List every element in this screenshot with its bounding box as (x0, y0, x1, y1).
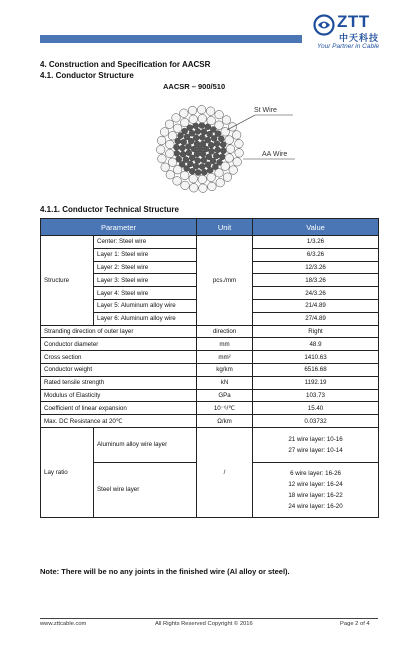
table-row (41, 363, 379, 376)
steel-strand (179, 145, 185, 151)
value-cell: 6516.68 (253, 363, 379, 376)
table-row (41, 351, 379, 364)
aluminum-strand (221, 128, 230, 137)
aluminum-strand (173, 177, 182, 186)
aluminum-strand (232, 131, 241, 140)
aluminum-strand (215, 121, 224, 130)
structure-layer-value: 18/3.26 (253, 274, 379, 287)
steel-strand (195, 158, 201, 164)
steel-strand (221, 148, 227, 154)
table-title: 4.1.1. Conductor Technical Structure (40, 205, 179, 214)
steel-wire-label: St Wire (254, 107, 277, 114)
lay-ratio-value: 24 wire layer: 16-20 (288, 502, 343, 510)
footer-copyright: All Rights Reserved Copyright © 2016 (155, 621, 253, 627)
aluminum-strand (222, 116, 231, 125)
structure-layer-name: Layer 2: Steel wire (94, 261, 197, 274)
aluminum-strand (197, 105, 206, 114)
aluminum-strand (225, 154, 234, 163)
steel-strand (220, 142, 226, 148)
aluminum-strand (158, 154, 167, 163)
unit-cell: mm² (197, 351, 253, 364)
lay-ratio-value: 21 wire layer: 10-16 (288, 435, 343, 443)
table-row (41, 415, 379, 428)
steel-strand (189, 168, 195, 174)
structure-layer-value: 1/3.26 (253, 236, 379, 249)
structure-label: Structure (41, 236, 94, 326)
aluminum-strand (229, 166, 238, 175)
steel-strand (195, 170, 201, 176)
aluminum-strand (189, 115, 198, 124)
aluminum-strand (180, 118, 189, 127)
footer-website: www.zttcable.com (40, 621, 87, 627)
aluminum-strand (207, 116, 216, 125)
structure-layer-name: Layer 4: Steel wire (94, 287, 197, 300)
aluminum-strand (157, 136, 166, 145)
structure-layer-value: 6/3.26 (253, 248, 379, 261)
unit-cell: mm (197, 338, 253, 351)
header-value: Value (253, 219, 379, 236)
header-parameter: Parameter (41, 219, 197, 236)
aluminum-strand (168, 158, 177, 167)
unit-cell: 10⁻⁶/℃ (197, 402, 253, 415)
aluminum-strand (235, 149, 244, 158)
steel-strand (207, 167, 213, 173)
steel-strand (195, 128, 201, 134)
aluminum-strand (160, 128, 169, 137)
aluminum-strand (188, 106, 197, 115)
aluminum-strand (173, 124, 182, 133)
logo-chinese-text: 中天科技 (339, 33, 380, 43)
steel-strand (199, 164, 205, 170)
table-row (41, 376, 379, 389)
aluminum-strand (180, 171, 189, 180)
steel-strand (189, 130, 195, 136)
aluminum-strand (206, 107, 215, 116)
conductor-cross-section-diagram (145, 97, 305, 202)
aluminum-strand (156, 145, 165, 154)
structure-layer-name: Layer 1: Steel wire (94, 248, 197, 261)
aluminum-strand (215, 169, 224, 178)
aluminum-strand (180, 109, 189, 118)
steel-strand (208, 142, 214, 148)
aluminum-strand (199, 184, 208, 193)
value-cell: 103.73 (253, 389, 379, 402)
steel-strand (201, 129, 207, 135)
steel-strand (213, 153, 219, 159)
structure-layer-value: 24/3.26 (253, 287, 379, 300)
footer-page-number: Page 2 of 4 (340, 621, 370, 627)
aluminum-strand (233, 158, 242, 167)
lay-ratio-value: 12 wire layer: 16-24 (288, 480, 343, 488)
steel-strand (205, 137, 211, 143)
steel-strand (193, 163, 199, 169)
steel-strand (186, 150, 192, 156)
aluminum-strand (166, 170, 175, 179)
lay-ratio-value: 18 wire layer: 16-22 (288, 491, 343, 499)
aluminum-strand (221, 162, 230, 171)
value-cell: 1410.63 (253, 351, 379, 364)
parameter-cell: Conductor diameter (41, 338, 197, 351)
joint-note: Note: There will be no any joints in the finished wire (Al alloy or steel). (40, 567, 290, 576)
aa-layer-label: Aluminum alloy wire layer (94, 427, 197, 462)
structure-layer-name: Layer 5: Aluminum alloy wire (94, 299, 197, 312)
subsection-title: 4.1. Conductor Structure (40, 71, 134, 80)
aa-wire-label: AA Wire (262, 151, 288, 158)
aluminum-strand (173, 165, 182, 174)
steel-strand (174, 150, 180, 156)
aluminum-strand (190, 184, 199, 193)
aluminum-strand (189, 174, 198, 183)
steel-strand (180, 151, 186, 157)
steel-strand (199, 134, 205, 140)
lay-ratio-unit: / (197, 427, 253, 517)
steel-strand (181, 139, 187, 145)
table-row (41, 389, 379, 402)
value-cell: 48.9 (253, 338, 379, 351)
structure-layer-name: Layer 3: Steel wire (94, 274, 197, 287)
value-cell: 15.40 (253, 402, 379, 415)
ztt-logo-icon (313, 14, 335, 36)
steel-strand (215, 147, 221, 153)
structure-unit: pcs./mm (197, 236, 253, 326)
steel-layer-label: Steel wire layer (94, 462, 197, 517)
aluminum-strand (208, 182, 217, 191)
lay-ratio-label: Lay ratio (41, 427, 94, 517)
table-row (41, 402, 379, 415)
unit-cell: kg/km (197, 363, 253, 376)
aluminum-strand (225, 136, 234, 145)
steel-strand (199, 122, 205, 128)
steel-lay-ratio-values (253, 462, 379, 517)
parameter-cell: Stranding direction of outer layer (41, 325, 197, 338)
aluminum-strand (215, 110, 224, 119)
steel-strand (205, 162, 211, 168)
steel-strand (219, 154, 225, 160)
table-row (41, 338, 379, 351)
aluminum-strand (207, 173, 216, 182)
unit-cell: direction (197, 325, 253, 338)
structure-layer-value: 21/4.89 (253, 299, 379, 312)
parameter-cell: Max. DC Resistance at 20℃ (41, 415, 197, 428)
table-row (41, 427, 379, 462)
unit-cell: kN (197, 376, 253, 389)
aluminum-strand (235, 139, 244, 148)
header-accent-bar (40, 35, 302, 43)
steel-strand (214, 141, 220, 147)
value-cell: 0.03732 (253, 415, 379, 428)
aluminum-strand (166, 140, 175, 149)
header-unit: Unit (197, 219, 253, 236)
aluminum-strand (198, 114, 207, 123)
steel-strand (194, 141, 200, 147)
value-cell: Right (253, 325, 379, 338)
steel-strand (182, 128, 188, 134)
table-header-row (41, 219, 379, 236)
diagram-title: AACSR – 900/510 (163, 82, 226, 91)
structure-layer-value: 12/3.26 (253, 261, 379, 274)
aluminum-strand (166, 149, 175, 158)
steel-strand (201, 169, 207, 175)
steel-strand (189, 155, 195, 161)
aluminum-strand (198, 175, 207, 184)
parameter-cell: Conductor weight (41, 363, 197, 376)
unit-cell: GPa (197, 389, 253, 402)
logo-tagline: Your Partner in Cable (317, 43, 380, 50)
steel-strand (193, 135, 199, 141)
table-row (41, 236, 379, 249)
aluminum-strand (165, 120, 174, 129)
structure-layer-name: Layer 6: Aluminum alloy wire (94, 312, 197, 325)
value-cell: 1192.19 (253, 376, 379, 389)
lay-ratio-value: 27 wire layer: 10-14 (288, 446, 343, 454)
aa-lay-ratio-values (253, 427, 379, 462)
steel-strand (209, 148, 215, 154)
parameter-cell: Coefficient of linear expansion (41, 402, 197, 415)
parameter-cell: Rated tensile strength (41, 376, 197, 389)
steel-strand (201, 157, 207, 163)
parameter-cell: Modulus of Elasticity (41, 389, 197, 402)
aluminum-strand (216, 178, 225, 187)
steel-strand (173, 144, 179, 150)
steel-strand (215, 131, 221, 137)
company-logo (313, 12, 403, 56)
section-title: 4. Construction and Specification for AACSR (40, 60, 211, 69)
steel-strand (218, 136, 224, 142)
aluminum-strand (226, 145, 235, 154)
aluminum-strand (168, 131, 177, 140)
technical-structure-table (40, 218, 379, 518)
aluminum-strand (172, 114, 181, 123)
lay-ratio-value: 6 wire layer: 16-26 (290, 469, 341, 477)
aluminum-strand (223, 173, 232, 182)
steel-strand (185, 144, 191, 150)
logo-brand-text: ZTT (337, 12, 370, 31)
unit-cell: Ω/km (197, 415, 253, 428)
structure-layer-name: Center: Steel wire (94, 236, 197, 249)
parameter-cell: Cross section (41, 351, 197, 364)
structure-layer-value: 27/4.89 (253, 312, 379, 325)
aluminum-strand (161, 163, 170, 172)
steel-strand (200, 151, 206, 157)
footer-divider (40, 618, 378, 619)
aluminum-strand (181, 181, 190, 190)
table-row (41, 325, 379, 338)
